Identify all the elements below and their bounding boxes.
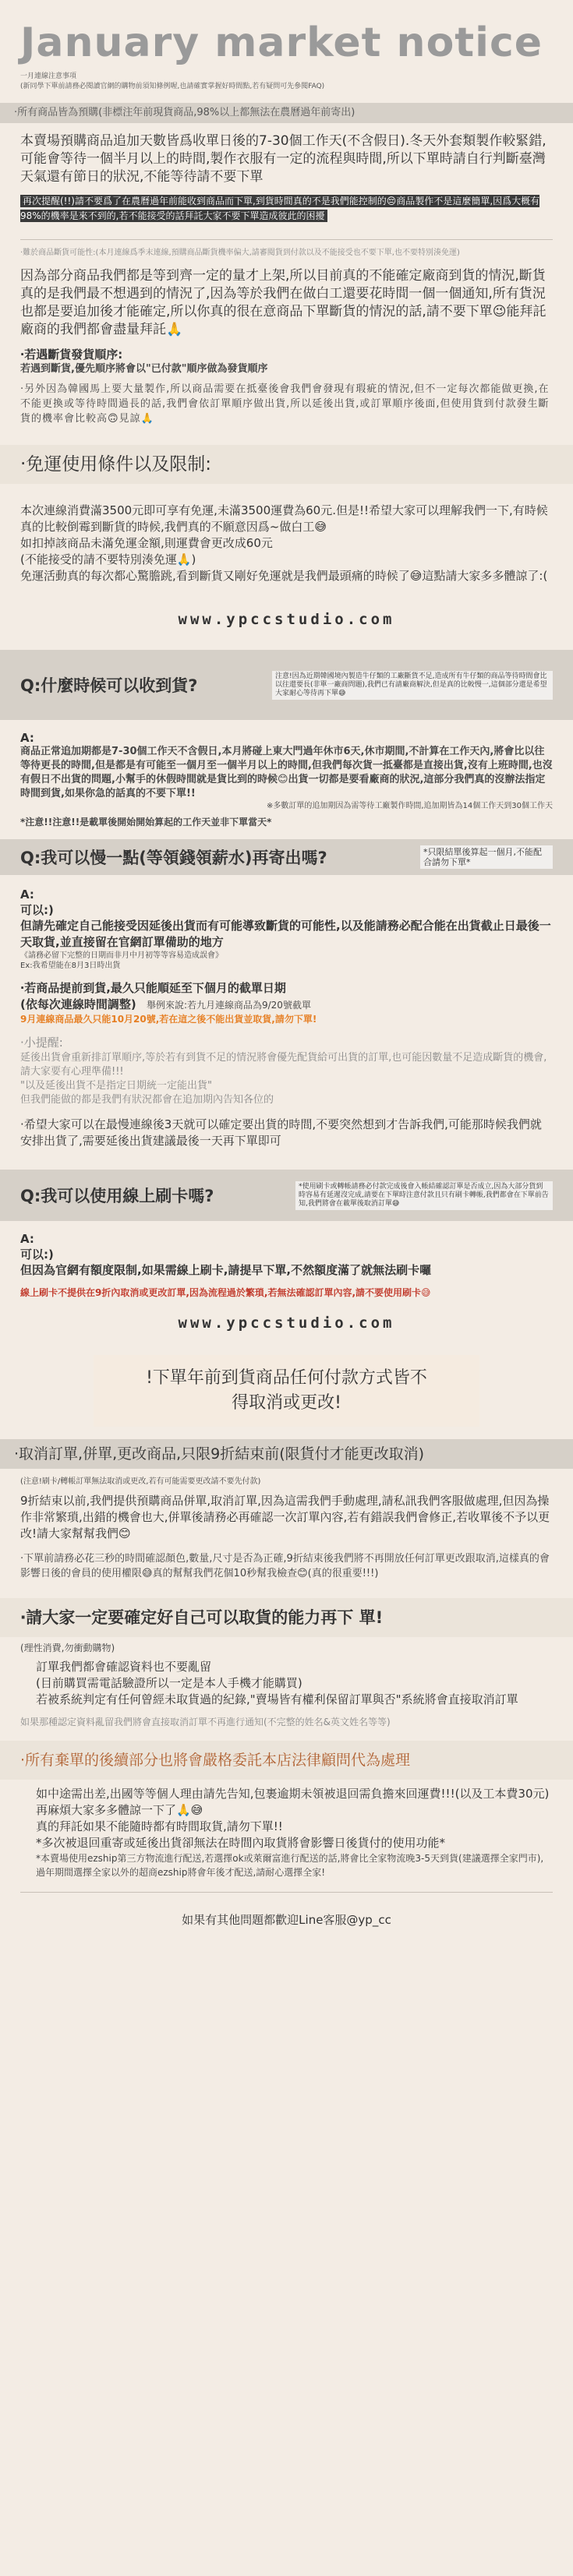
faq-delay-title: Q:我可以慢一點(等領錢領薪水)再寄出嗎? [20, 849, 327, 867]
new-year-warning: 再次提醒(!!)請不要爲了在農曆過年前能收到商品而下單,到貨時間真的不是我們能控制的😔商品製作不是這麼簡單,因爲大概有98%的機率是來不到的,若不能接受的話拜託大家不要下單造成彼此的困擾 [20, 196, 540, 221]
faq-card-bar [0, 1170, 573, 1221]
faq-card-title: Q:我可以使用線上刷卡嗎? [20, 1187, 214, 1205]
divider [20, 239, 553, 240]
faq-card-answer-label: A: [20, 1232, 34, 1246]
page-subtitle-2: (新同學下單前請務必閱讀官網的購物前須知條例喔,也請確實掌握好時間點,若有疑問可先參閱FAQ) [20, 83, 325, 90]
faq-delay-body-4: 9月連線商品最久只能10月20號,若在這之後不能出貨並取貨,請勿下單! [20, 1014, 317, 1025]
cancel-policy-note: (注意!刷卡/轉帳訂單無法取消或更改,若有可能需要更改請不要先付款) [20, 1477, 261, 1486]
footer-divider [20, 1892, 553, 1893]
faq-card-answer-yes: 可以:) [20, 1247, 54, 1262]
page-title: January market notice [20, 19, 543, 66]
ensure-gray-note: 如果那種認定資料亂留我們將會直接取消訂單不再進行通知(不完整的姓名&英文姓名等等) [20, 1717, 391, 1727]
faq-delay-note: *只限結單後算起一個月,不能配合請勿下單* [420, 845, 553, 869]
faq-card-body-1: 但因為官網有額度限制,如果需線上刷卡,請提早下單,不然額度滿了就無法刷卡囉 [20, 1263, 432, 1277]
legal-item-4: *多次被退回重寄或延後出貨卻無法在時間內取貨將會影響日後貨付的使用功能* [36, 1836, 446, 1850]
cancel-policy-title: ‧取消訂單,併單,更改商品,只限9折結束前(限貨付才能更改取消) [0, 1439, 573, 1469]
ensure-title: ‧請大家一定要確定好自己可以取貨的能力再下 單! [0, 1598, 573, 1637]
faq-delay-body-1-note: 《請務必留下完整的日期而非月中月初等等容易造成誤會》 [20, 951, 223, 960]
free-shipping-body-3: (不能接受的請不要特別湊免運🙏) [20, 552, 196, 566]
intro-paragraph: 本賣場預購商品追加天數皆爲收單日後的7-30個工作天(不含假日).冬天外套類製作較緊錯,可能會等待一個半月以上的時間,製作衣服有一定的流程與時間,所以下單時請自行判斷臺灣天氣還有節日的狀況,不能等待請不要下單 [20, 133, 546, 185]
legal-item-5: *本賣場使用ezship第三方物流進行配送,若選擇ok或萊爾富進行配送的話,將會比全家物流晚3-5天到貨(建議選擇全家門市),過年期間選擇全家以外的超商ezship將會年後才配送,請耐心選擇全家! [36, 1853, 544, 1878]
free-shipping-body-4: 免運活動真的每次都心驚膽跳,看到斷貨又剛好免運就是我們最頭痛的時候了😅這點請大家多多體諒了:( [20, 569, 548, 583]
faq-delay-body-3: (依每次連線時間調整) [20, 997, 136, 1011]
faq-delivery-bar [0, 650, 573, 720]
faq-delay-body-5: ‧希望大家可以在最慢連線後3天就可以確定要出貨的時間,不要突然想到才告訴我們,可能那時候我們就安排出貨了,需要延後出貨建議最後一天再下單即可 [20, 1117, 542, 1148]
faq-delay-reminder-3: 但我們能做的都是我們有狀況都會在追加期內告知各位的 [20, 1094, 274, 1106]
faq-delay-answer-label: A: [20, 887, 34, 902]
faq-delay-reminder-1: 延後出貨會重新排訂單順序,等於若有到貨不足的情況將會優先配貨給可出貨的訂單,也可能因數量不足造成斷貨的機會,請大家要有心理準備!!! [20, 1052, 547, 1078]
legal-item-3: 真的拜託如果不能隨時都有時間取貨,請勿下單!! [36, 1819, 283, 1833]
footer-contact[interactable]: 如果有其他問題都歡迎Line客服@yp_cc [182, 1913, 391, 1927]
ensure-item-3: 若被系統判定有任何曾經未取貨過的紀錄,"賣場皆有權利保留訂單與否"系統將會直接取消訂單 [36, 1692, 518, 1706]
faq-delay-body-1-example: Ex:我希望能在8月3日時出貨 [20, 962, 121, 970]
faq-delay-body-2: ‧若商品提前到貨,最久只能順延至下個月的截單日期 [20, 981, 286, 995]
restock-bullet-bold: 若遇到斷貨,優先順序將會以"已付款"順序做為發貨順序 [20, 363, 268, 375]
faq-delay-body-1: 但請先確定自己能接受因延後出貨而有可能導致斷貨的可能性,以及能請務必配合能在出貨截止日最後一天取貨,並直接留在官網訂單備助的地方 [20, 919, 551, 949]
no-cancel-notice [94, 1355, 479, 1427]
cancel-policy-body-1: 9折結束以前,我們提供預購商品併單,取消訂單,因為這需我們手動處理,請私訊我們客服做處理,但因為操作非常繁瑣,出錯的機會也大,併單後請務必再確認一次訂單內容,若有錯誤我們會修正,若收單後不予以更改!請大家幫幫我們😊 [20, 1494, 550, 1540]
faq-delay-reminder-2: "以及延後出貨不是指定日期統一定能出貨" [20, 1080, 212, 1092]
faq-delay-bar [0, 839, 573, 875]
faq-delivery-answer-note: ※多數訂單的追加期因為需等待工廠製作時間,追加期皆為14個工作天到30個工作天 [266, 802, 553, 810]
ensure-item-1: 訂單我們都會確認資料也不要亂留 [36, 1660, 212, 1674]
faq-delivery-answer: 商品正常追加期都是7-30個工作天不含假日,本月將碰上東大門過年休市6天,休市期間,不計算在工作天內,將會比以往等待更長的時間,但是都是有可能至一個月至一個半月以上的時間,但我們每次貨一抵臺都是直接出貨,沒有上班時間,也沒有假日不出貨的問題,小幫手的休假時間就是貨比到的時候😊出貨一切都是要看廠商的狀況,這部分我們真的沒辦法指定時間到貨,如果你急的話真的不要下單!! [20, 746, 553, 799]
no-cancel-line-2: 得取消或更改! [232, 1393, 341, 1413]
faq-delay-answer-yes: 可以:) [20, 903, 54, 917]
free-shipping-title: ‧免運使用條件以及限制: [0, 445, 573, 484]
free-shipping-body-2: 如扣掉該商品未滿免運金額,則運費會更改成60元 [20, 536, 273, 550]
website-link-2[interactable]: www.ypccstudio.com [178, 1314, 395, 1332]
restock-bullet-title: ‧若遇斷貨發貨順序: [20, 348, 123, 362]
website-link[interactable]: www.ypccstudio.com [178, 611, 395, 628]
faq-card-note: *使用刷卡或轉帳請務必付款完成後會入帳結確認訂單是否成立,因為大部分貨到時容易有延遲沒完成,請要在下單時注意付款且只有刷卡轉帳,我們都會在下單前告知,我們將會在載單後取消訂單😅 [295, 1181, 553, 1210]
legal-item-1: 如中途需出差,出國等等個人理由請先告知,包裹逾期未領被退回需負擔來回運費!!!(以及工本費30元) [36, 1787, 550, 1801]
faq-delay-body-3-example: 舉例來說:若九月連線商品為9/20號截單 [146, 1000, 311, 1011]
free-shipping-body-1: 本次連線消費滿3500元即可享有免運,未滿3500運費為60元.但是!!希望大家可以理解我們一下,有時候真的比較倒霉到斷貨的時候,我們真的不願意因爲~做白工😅 [20, 503, 548, 534]
faq-delivery-answer-label: A: [20, 731, 34, 745]
faq-delivery-note: 注意!因為近期韓國境內製造牛仔類的工廠斷貨不足,造成所有牛仔類的商品等待時間會比以往還要長(非單一廠商問題),我們已有請廠商解決,但是真的比較慢一,這個部分還是希望大家耐心等待再下單😅 [272, 671, 553, 700]
cancel-policy-body-2: ‧下單前請務必花三秒的時間確認顏色,數量,尺寸是否為正確,9折結束後我們將不再開放任何訂單更改跟取消,這樣真的會影響日後的會員的使用權限😅真的幫幫我們花個10秒幫我檢查😊(真的很重要!!!) [20, 1553, 550, 1579]
no-cancel-line-1: !下單年前到貨商品任何付款方式皆不 [146, 1368, 427, 1388]
ensure-subtitle: (理性消費,勿衝動購物) [20, 1643, 115, 1653]
restock-gray-note: ‧難於商品斷貨可能性:(本月連線爲季末連線,預購商品斷貨機率偏大,請審閱貨到付款以及不能接受也不要下單,也不要特別湊免運) [20, 249, 460, 257]
faq-delivery-footnote: *注意!!注意!!是載單後開始開始算起的工作天並非下單當天* [20, 817, 272, 827]
faq-delivery-title: Q:什麼時候可以收到貨? [20, 676, 198, 695]
page-subtitle-1: 一月連線注意事項 [20, 72, 77, 80]
restock-paragraph: 因為部分商品我們都是等到齊一定的量才上架,所以目前真的不能確定廠商到貨的情況,斷貨真的是我們最不想遇到的情況了,因為等於我們在做白工還要花時間一個一個通知,所有貨況也都是要追加後才能確定,所以你真的很在意商品下單斷貨的情況的話,請不要下單😉能拜託廠商的我們都會盡量拜託🙏 [20, 268, 546, 337]
ensure-item-2: (目前購買需電話驗證所以一定是本人手機才能購買) [36, 1676, 302, 1690]
faq-card-red-note: 線上刷卡不提供在9折內取消或更改訂單,因為流程過於繁瑣,若無法確認訂單內容,請不要使用刷卡😅 [20, 1287, 431, 1298]
restock-sub-note: ‧另外因為韓國馬上要大量製作,所以商品需要在抵臺後會我們會發現有瑕疵的情況,但不一定每次都能做更換,在不能更換或等待時間過長的話,我們會依訂單順序做出貨,所以延後出貨,或訂單順序後面,但使用貨到付款發生斷貨的機率會比較高🙃見諒🙏 [20, 383, 550, 425]
preorder-note-bar: ‧所有商品皆為預購(非標注年前現貨商品,98%以上都無法在農曆過年前寄出) [0, 103, 573, 123]
legal-item-2: 再麻煩大家多多體諒一下了🙏😅 [36, 1803, 203, 1817]
legal-title: ‧所有棄單的後續部分也將會嚴格委託本店法律顧問代為處理 [0, 1741, 573, 1780]
faq-delay-reminder-title: ‧小提醒: [20, 1036, 63, 1050]
